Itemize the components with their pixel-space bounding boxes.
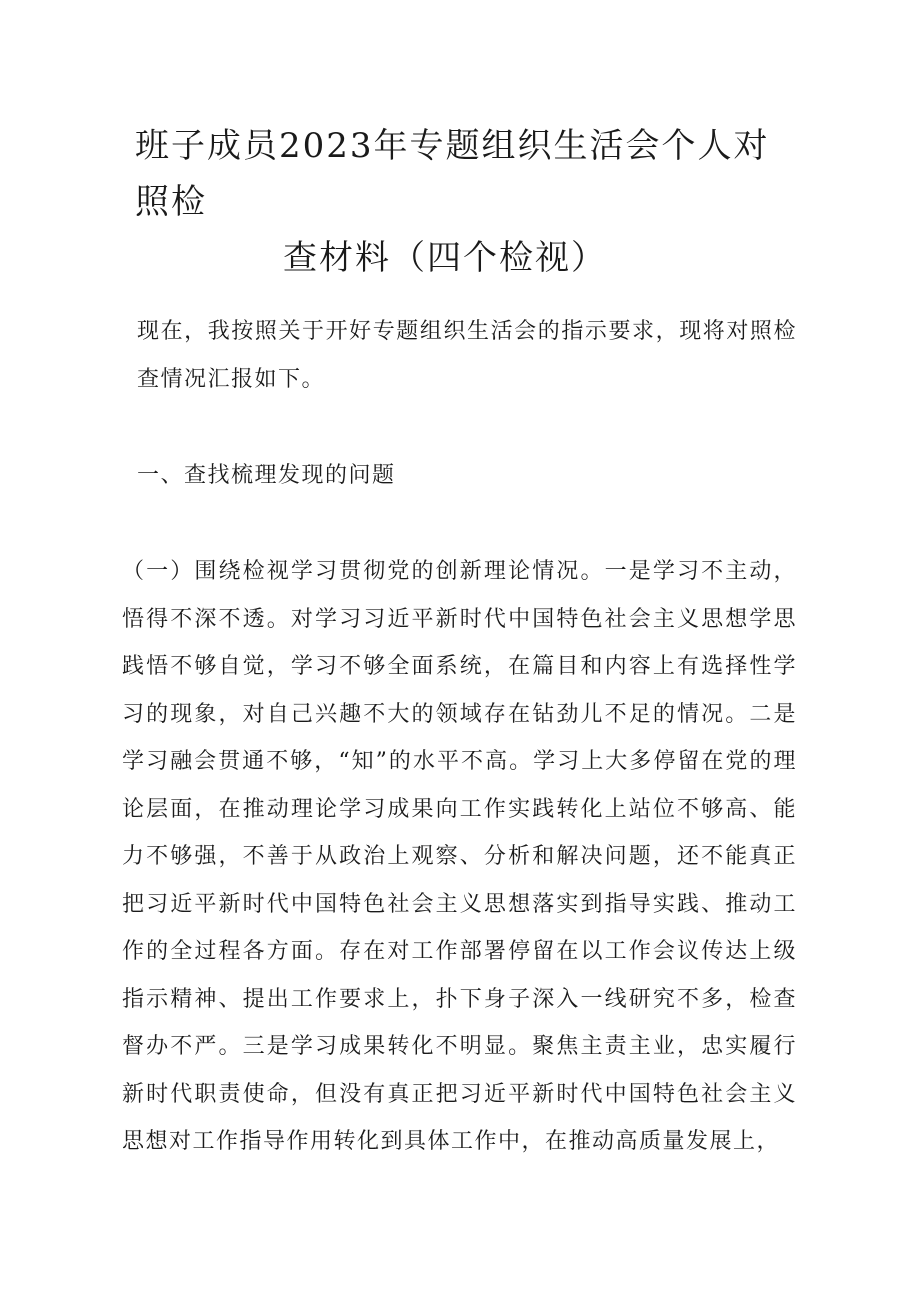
intro-paragraph: 现在，我按照关于开好专题组织生活会的指示要求，现将对照检查情况汇报如下。 [137,319,797,392]
body-paragraph: （一）围绕检视学习贯彻党的创新理论情况。一是学习不主动，悟得不深不透。对学习习近平新时代中国特色社会主义思想学思践悟不够自觉，学习不够全面系统，在篇目和内容上有选择性学习的现象，对自己兴趣不大的领域存在钻劲儿不足的情况。二是学习融会贯通不够，“知”的水平不高。学习上大多停留在党的理论层面，在推动理论学习成果向工作实践转化上站位不够高、能力不够强，不善于从政治上观察、分析和解决问题，还不能真正把习近平新时代中国特色社会主义思想落实到指导实践、推动工作的全过程各方面。存在对工作部署停留在以工作会议传达上级指示精神、提出工作要求上，扑下身子深入一线研究不多，检查督办不严。三是学习成果转化不明显。聚焦主责主业，忠实履行新时代职责使命，但没有真正把习近平新时代中国特色社会主义思想对工作指导作用转化到具体工作中，在推动高质量发展上， [122,559,797,1154]
document-title [135,118,795,286]
title-line-1: 班子成员2023年专题组织生活会个人对照检 [135,126,770,222]
section-heading: 一、查找梳理发现的问题 [137,463,396,488]
title-line-2: 查材料（四个检视） [283,238,607,278]
